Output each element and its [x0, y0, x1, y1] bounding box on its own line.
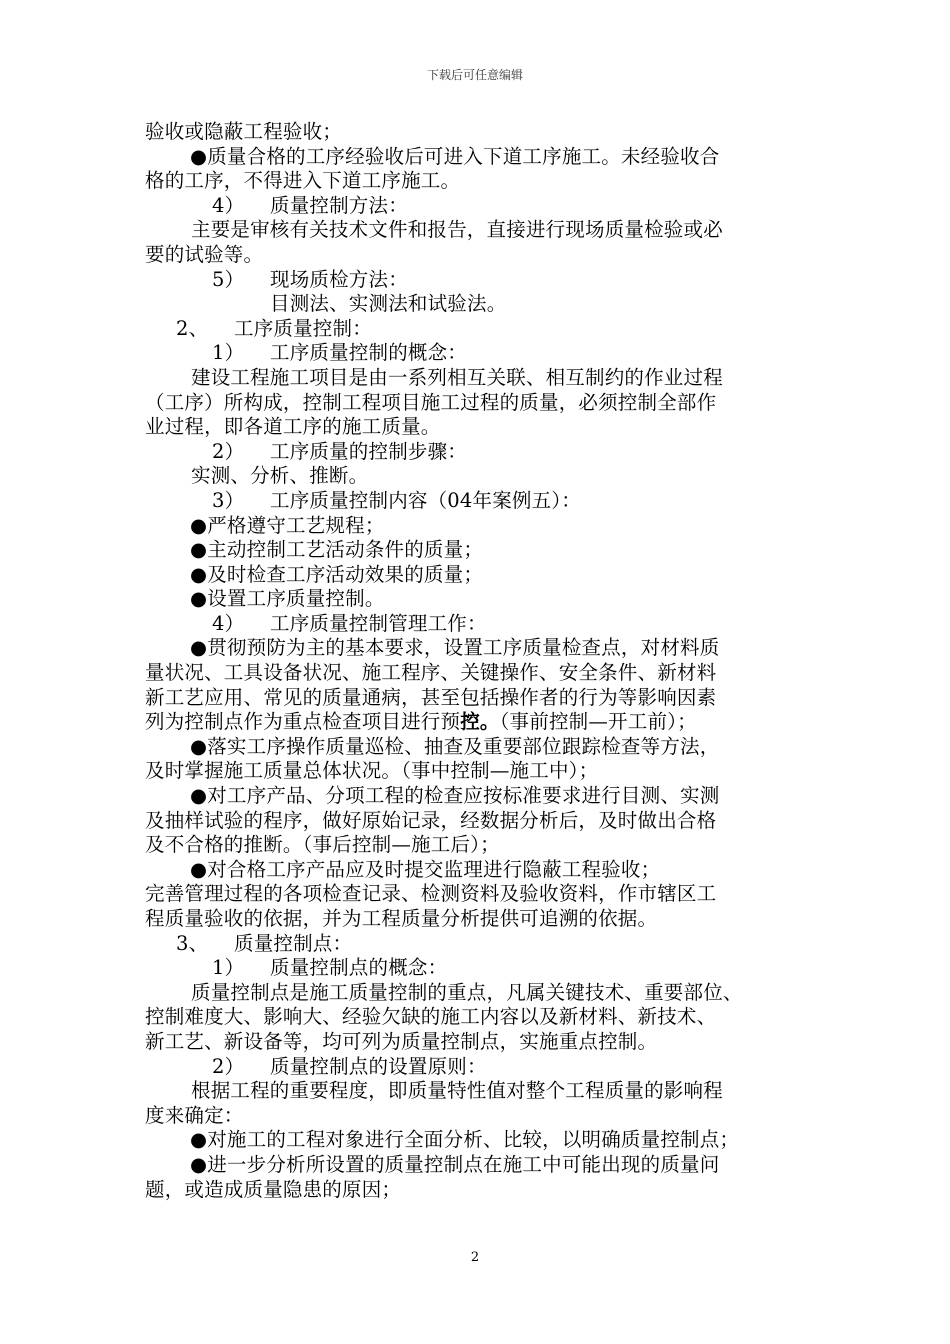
subheading	[145, 341, 835, 366]
text-line: 新工艺应用、常见的质量通病，甚至包括操作者的行为等影响因素	[145, 685, 717, 709]
section-heading-text: 工序质量控制：	[234, 316, 372, 340]
text-line: 量状况、工具设备状况、施工程序、关键操作、安全条件、新材料	[145, 661, 717, 685]
subheading-text: 质量控制点的设置原则：	[270, 1054, 487, 1078]
section-heading	[145, 317, 835, 342]
text-line: 题，或造成质量隐患的原因；	[145, 1177, 402, 1201]
bullet-line: ●质量合格的工序经验收后可进入下道工序施工。未经验收合	[190, 144, 720, 168]
text-segment: 列为控制点作为重点检查项目进行预	[145, 710, 461, 734]
text-line: 新工艺、新设备等，均可列为质量控制点，实施重点控制。	[145, 1029, 658, 1053]
bullet-line: ●落实工序操作质量巡检、抽查及重要部位跟踪检查等方法，	[190, 734, 720, 758]
section-heading	[145, 932, 835, 957]
text-line: 程质量验收的依据，并为工程质量分析提供可追溯的依据。	[145, 907, 658, 930]
page-header: 下载后可任意编辑	[426, 68, 523, 82]
bullet-line: ●设置工序质量控制。	[190, 587, 385, 611]
bullet-line: ●贯彻预防为主的基本要求，设置工序质量检查点，对材料质	[190, 636, 720, 660]
subheading-text: 工序质量控制管理工作：	[270, 611, 487, 635]
text-line: 主要是审核有关技术文件和报告，直接进行现场质量检验或必	[191, 218, 723, 242]
subheading	[145, 440, 835, 465]
text-line: 及不合格的推断。（事后控制—施工后）；	[145, 833, 500, 857]
text-line: 业过程，即各道工序的施工质量。	[145, 415, 441, 439]
item-number: 4）	[212, 611, 245, 635]
subheading	[145, 268, 835, 293]
bullet-line: ●及时检查工序活动效果的质量；	[190, 562, 484, 586]
subheading-text: 工序质量控制的概念：	[270, 341, 468, 365]
item-number: 5）	[212, 267, 245, 291]
subheading	[145, 489, 835, 514]
subheading-text: 工序质量控制内容（04年案例五）：	[270, 488, 581, 512]
text-line: 建设工程施工项目是由一系列相互关联、相互制约的作业过程	[191, 365, 723, 389]
bullet-line: ●主动控制工艺活动条件的质量；	[190, 538, 484, 562]
item-number: 2）	[212, 1054, 245, 1078]
subheading	[145, 194, 835, 219]
text-line: 验收或隐蔽工程验收；	[145, 120, 343, 143]
text-line: 及抽样试验的程序，做好原始记录，经数据分析后，及时做出合格	[145, 808, 717, 832]
text-line: 格的工序，不得进入下道工序施工。	[145, 169, 461, 193]
bullet-line: ●对合格工序产品应及时提交监理进行隐蔽工程验收；	[190, 857, 661, 881]
text-line: 目测法、实测法和试验法。	[270, 292, 507, 316]
item-number: 2）	[212, 439, 245, 463]
text-line: 质量控制点是施工质量控制的重点，凡属关键技术、重要部位、	[191, 980, 743, 1004]
subheading-text: 工序质量的控制步骤：	[270, 439, 468, 463]
bullet-line: ●对施工的工程对象进行全面分析、比较，以明确质量控制点；	[190, 1128, 740, 1152]
section-number: 2、	[176, 316, 209, 340]
text-segment: （事前控制—开工前）；	[499, 710, 697, 734]
subheading-text: 现场质检方法：	[270, 267, 408, 291]
page-number: 2	[470, 1250, 480, 1265]
document-body	[145, 120, 835, 1202]
bold-text: 控。	[460, 710, 500, 734]
text-line: 及时掌握施工质量总体状况。（事中控制—施工中）；	[145, 759, 599, 783]
text-line: 根据工程的重要程度，即质量特性值对整个工程质量的影响程	[191, 1079, 723, 1103]
section-number: 3、	[176, 931, 209, 955]
subheading	[145, 612, 835, 637]
subheading-text: 质量控制方法：	[270, 193, 408, 217]
text-line: 完善管理过程的各项检查记录、检测资料及验收资料，作市辖区工	[145, 882, 717, 906]
item-number: 1）	[212, 956, 245, 980]
text-line: 实测、分析、推断。	[191, 464, 369, 488]
subheading-text: 质量控制点的概念：	[270, 956, 448, 980]
subheading	[145, 956, 835, 981]
item-number: 3）	[212, 488, 245, 512]
bullet-line: ●严格遵守工艺规程；	[190, 513, 385, 537]
text-line: 度来确定：	[145, 1103, 244, 1127]
section-heading-text: 质量控制点：	[234, 931, 353, 955]
item-number: 1）	[212, 341, 245, 365]
bullet-line: ●进一步分析所设置的质量控制点在施工中可能出现的质量问	[190, 1152, 720, 1176]
subheading	[145, 1055, 835, 1080]
text-line: 要的试验等。	[145, 242, 264, 266]
bullet-line: ●对工序产品、分项工程的检查应按标准要求进行目测、实测	[190, 784, 720, 808]
text-line: 控制难度大、影响大、经验欠缺的施工内容以及新材料、新技术、	[145, 1005, 717, 1029]
text-line	[145, 710, 835, 735]
text-line: （工序）所构成，控制工程项目施工过程的质量，必须控制全部作	[145, 390, 717, 414]
item-number: 4）	[212, 193, 245, 217]
